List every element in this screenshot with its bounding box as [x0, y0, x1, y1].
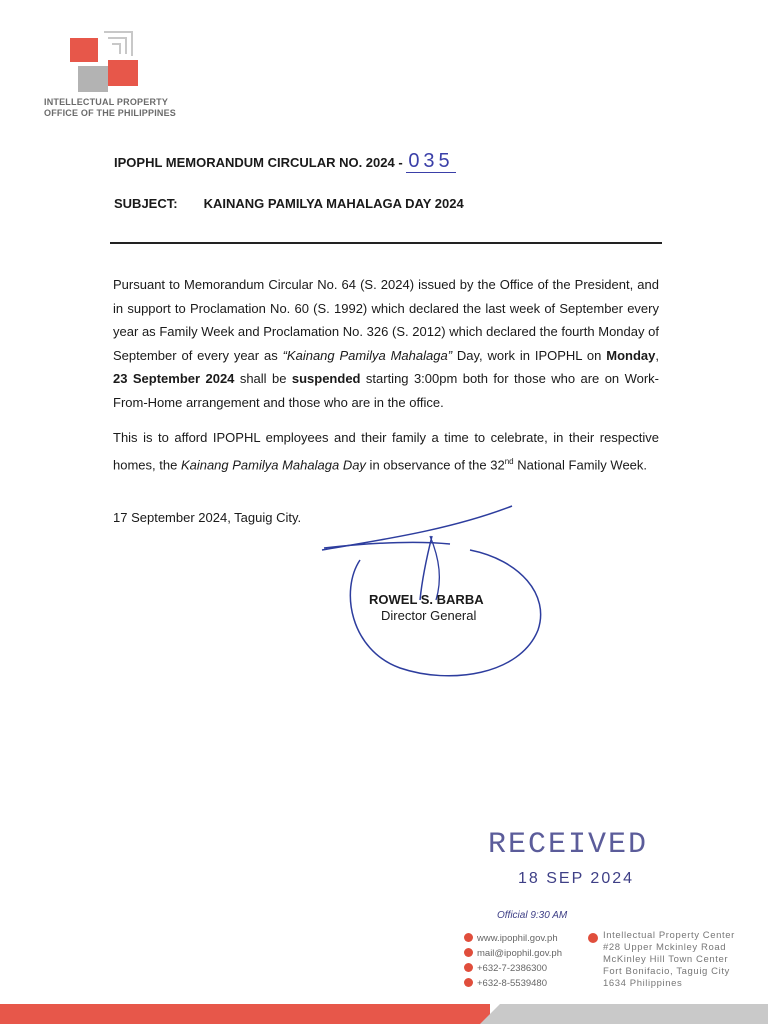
- divider-rule: [110, 242, 662, 244]
- received-handwritten-note: Official 9:30 AM: [497, 910, 568, 921]
- memo-number: 035: [408, 150, 454, 172]
- fax-icon: [464, 978, 473, 987]
- phone-icon: [464, 963, 473, 972]
- subject-line: [114, 196, 464, 211]
- globe-icon: [464, 933, 473, 942]
- footer-phone-1: +632-7-2386300: [464, 961, 562, 976]
- footer-contacts: [464, 931, 562, 991]
- footer-color-band: [0, 1004, 768, 1024]
- footer-address: Intellectual Property Center #28 Upper Mckinley Road McKinley Hill Town Center Fort Bonifacio, Taguig City 1634 Philippines: [603, 930, 735, 989]
- subject-text: KAINANG PAMILYA MAHALAGA DAY 2024: [203, 196, 464, 211]
- memo-circular-number: [114, 150, 456, 173]
- org-name-line2: OFFICE OF THE PHILIPPINES: [44, 108, 177, 118]
- received-date: 18 SEP 2024: [518, 870, 635, 887]
- mail-icon: [464, 948, 473, 957]
- signatory-title: Director General: [381, 608, 477, 623]
- footer-email: mail@ipophil.gov.ph: [464, 946, 562, 961]
- footer-website: www.ipophil.gov.ph: [464, 931, 562, 946]
- ipophl-logo-icon: [70, 28, 140, 94]
- body-paragraph-2: This is to afford IPOPHL employees and their family a time to celebrate, in their respective homes, the Kainang Pamilya Mahalaga Day in observance of the 32nd National Family Week.: [113, 430, 659, 472]
- body-paragraph-1: Pursuant to Memorandum Circular No. 64 (S. 2024) issued by the Office of the President, and in support to Proclamation No. 60 (S. 1992) which declared the last week of September every year as Family Week and Proclamation No. 326 (S. 2012) which declared the fourth Monday of September of every year as “Kainang Pamilya Mahalaga” Day, work in IPOPHL on Monday, 23 September 2024 shall be suspended starting 3:00pm both for those who are on Work-From-Home arrangement and those who are in the office.: [113, 277, 659, 410]
- memo-prefix: IPOPHL MEMORANDUM CIRCULAR NO. 2024 -: [114, 155, 403, 170]
- received-stamp: RECEIVED: [488, 828, 649, 862]
- footer-phone-2: +632-8-5539480: [464, 976, 562, 991]
- subject-label: SUBJECT:: [114, 196, 178, 211]
- location-pin-icon: [588, 933, 598, 943]
- date-line: 17 September 2024, Taguig City.: [113, 510, 302, 525]
- org-name-line1: INTELLECTUAL PROPERTY: [44, 97, 169, 107]
- signatory-name: ROWEL S. BARBA: [369, 592, 484, 607]
